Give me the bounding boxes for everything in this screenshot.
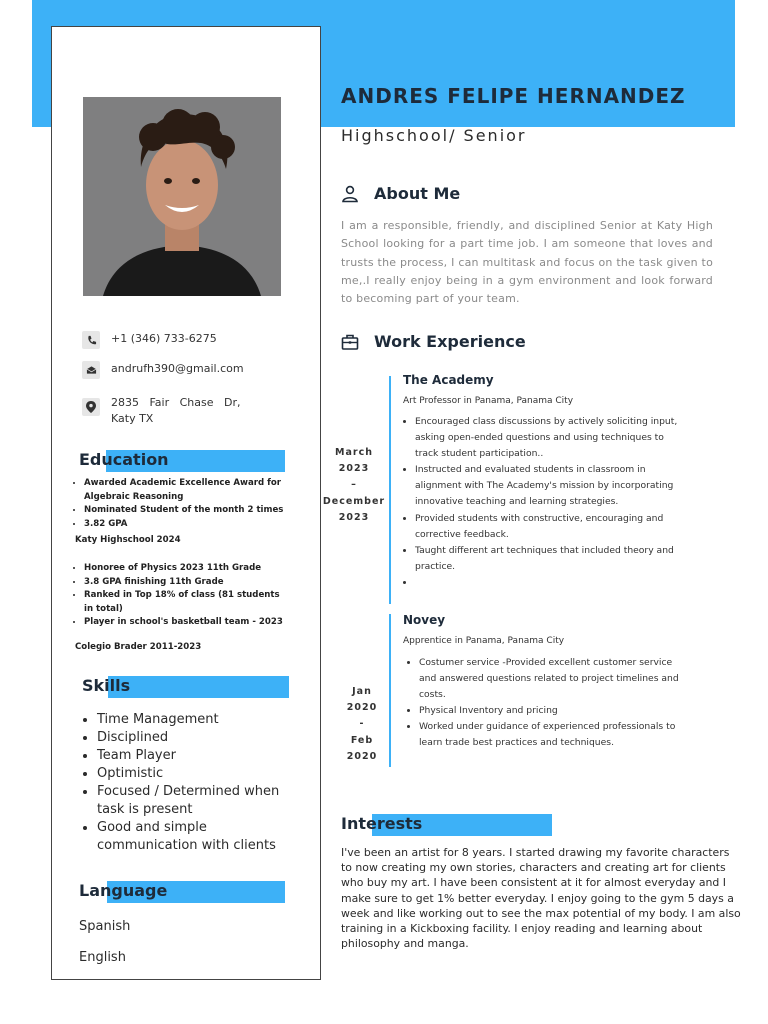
contact-address-row: [82, 395, 241, 427]
language-title: Language: [79, 881, 168, 900]
education-item: • Nominated Student of the month 2 times: [84, 504, 287, 518]
job-1-subtitle: Art Professor in Panama, Panama City: [403, 396, 574, 406]
profile-photo: [83, 97, 281, 296]
job-1-date: March 2023 – December 2023: [322, 447, 386, 523]
education-title: Education: [79, 450, 169, 469]
candidate-role: Highschool/ Senior: [341, 126, 527, 145]
address-line-2: Katy TX: [111, 412, 154, 425]
education-group-1: [72, 477, 287, 531]
language-item: English: [79, 950, 126, 965]
candidate-name: ANDRES FELIPE HERNANDEZ: [341, 84, 686, 108]
contact-phone-row: [82, 331, 217, 349]
job-bullet: • Instructed and evaluated students in classroom in alignment with The Academy's mission by incorporating innovative teaching and learning strategies.: [415, 462, 678, 510]
skill-item: • Disciplined: [97, 729, 289, 747]
job-bullet: • Worked under guidance of experienced professionals to learn trade best practices and techniques.: [419, 719, 679, 751]
job-bullet: • Taught different art techniques that included theory and practice.: [415, 543, 678, 575]
work-title: Work Experience: [374, 332, 526, 351]
job-2-title: Novey: [403, 613, 446, 627]
language-item: Spanish: [79, 919, 131, 934]
job-bullet: • Encouraged class discussions by actively soliciting input, asking open-ended questions and using techniques to track student participation..: [415, 414, 678, 462]
job-2-subtitle: Apprentice in Panama, Panama City: [403, 636, 565, 646]
location-pin-icon: [82, 398, 100, 416]
skills-list: [79, 711, 289, 855]
education-item: • Awarded Academic Excellence Award for Algebraic Reasoning: [84, 477, 287, 504]
education-item: • Player in school's basketball team - 2023: [84, 616, 287, 630]
skill-item: • Optimistic: [97, 765, 289, 783]
education-item: • Honoree of Physics 2023 11th Grade: [84, 562, 287, 576]
skill-item: • Time Management: [97, 711, 289, 729]
about-title: About Me: [374, 184, 461, 203]
phone-number: +1 (346) 733-6275: [111, 332, 217, 345]
contact-email-row: [82, 361, 244, 379]
education-item: • Ranked in Top 18% of class (81 students in total): [84, 589, 287, 616]
job-1-title: The Academy: [403, 373, 494, 387]
job-bullet: [415, 575, 678, 591]
skills-title: Skills: [82, 676, 131, 695]
work-heading: [341, 332, 526, 351]
email-address[interactable]: andrufh390@gmail.com: [111, 362, 244, 375]
education-group-2: [72, 562, 287, 630]
skills-title-bar: [108, 676, 289, 698]
interests-title: Interests: [341, 814, 423, 833]
education-school-2: Colegio Brader 2011-2023: [75, 642, 202, 652]
skill-item: • Good and simple communication with clients: [97, 819, 289, 855]
skill-item: • Team Player: [97, 747, 289, 765]
mail-icon: [82, 361, 100, 379]
education-school-1: Katy Highschool 2024: [75, 535, 181, 545]
job-bullet: • Provided students with constructive, encouraging and corrective feedback.: [415, 511, 678, 543]
skill-item: • Focused / Determined when task is present: [97, 783, 289, 819]
address-line-1: 2835 Fair Chase Dr,: [111, 396, 241, 409]
phone-icon: [82, 331, 100, 349]
education-item: • 3.82 GPA: [84, 518, 287, 532]
about-heading: [341, 184, 460, 203]
person-icon: [341, 185, 359, 203]
job-2-date: Jan 2020 - Feb 2020: [346, 686, 378, 762]
education-item: • 3.8 GPA finishing 11th Grade: [84, 576, 287, 590]
job-1-bullets: [403, 414, 678, 591]
interests-text: I've been an artist for 8 years. I started drawing my favorite characters to now creating my own stories, characters and creating art for clients who buy my art. I have been consistent at it for almost everyday and I make sure to get 1% better everyday. I enjoy going to the gym 5 days a week and like working out to see the max potential of my body. I am also training in a Kickboxing facility. I enjoy reading and learning about philosophy and manga.: [341, 846, 741, 951]
job-bullet: • Physical Inventory and pricing: [419, 703, 679, 719]
briefcase-icon: [341, 333, 359, 351]
job-2-bullets: [407, 655, 679, 752]
profile-photo-illustration: [83, 97, 281, 296]
about-text: I am a responsible, friendly, and disciplined Senior at Katy High School looking for a part time job. I am someone that loves and trusts the process, I can multitask and focus on the task given to me,.I really enjoy being in a gym environment and look forward to becoming part of your team.: [341, 219, 713, 306]
job-bullet: • Costumer service -Provided excellent customer service and answered questions related to project timelines and costs.: [419, 655, 679, 703]
